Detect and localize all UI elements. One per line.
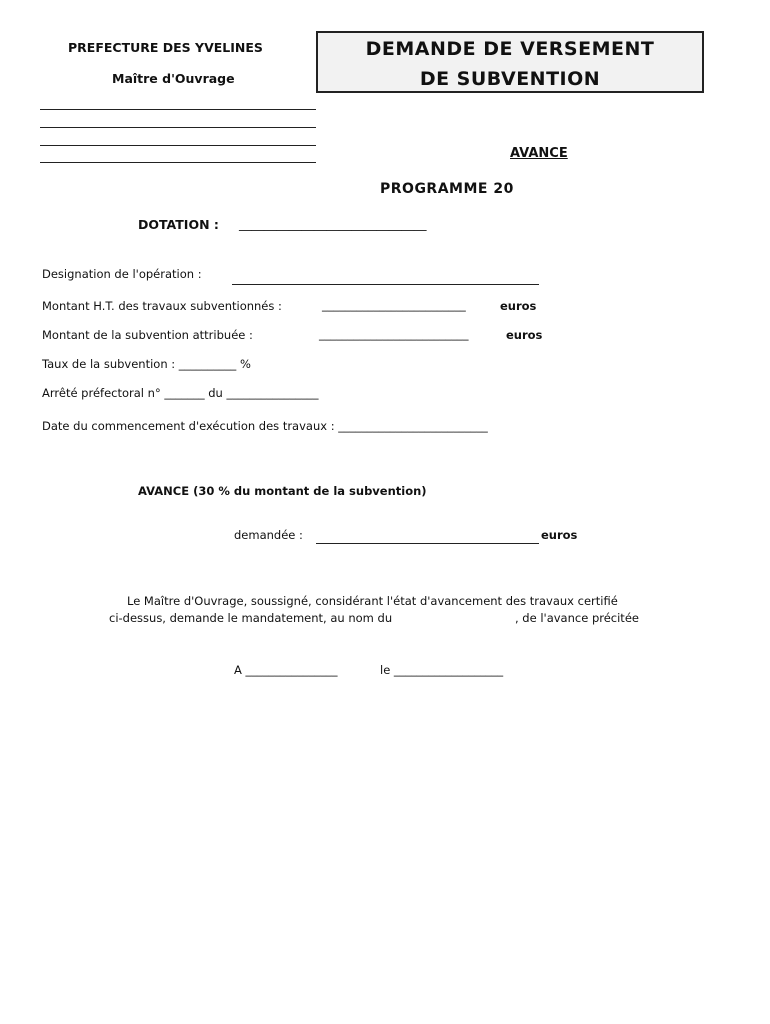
statement-line1: Le Maître d'Ouvrage, soussigné, considérant l'état d'avancement des travaux certifié (127, 594, 618, 608)
montant-ht-label: Montant H.T. des travaux subventionnés : (42, 299, 282, 313)
document-title-line2: DE SUBVENTION (419, 68, 601, 90)
montant-ht-euros: euros (500, 299, 537, 313)
montant-subvention-label: Montant de la subvention attribuée : (42, 328, 253, 342)
address-line-3 (40, 145, 316, 146)
demandee-line (316, 543, 539, 544)
taux-field: Taux de la subvention : __________ % (42, 357, 251, 371)
avance-section-title: AVANCE (30 % du montant de la subvention) (138, 484, 427, 498)
document-title-line1: DEMANDE DE VERSEMENT (365, 38, 655, 60)
address-line-1 (40, 109, 316, 110)
arrete-field: Arrêté préfectoral n° _______ du ________________ (42, 386, 319, 400)
maitre-ouvrage-label: Maître d'Ouvrage (112, 71, 235, 86)
demandee-euros: euros (541, 528, 578, 542)
dotation-blank: ______________________________ (239, 216, 427, 231)
montant-ht-blank: _________________________ (322, 298, 466, 312)
montant-subvention-euros: euros (506, 328, 543, 342)
address-line-2 (40, 127, 316, 128)
programme-label: PROGRAMME 20 (380, 181, 514, 197)
demandee-label: demandée : (234, 528, 303, 542)
avance-heading: AVANCE (510, 146, 568, 161)
designation-line (232, 284, 539, 285)
dotation-label: DOTATION : (138, 217, 219, 232)
signature-date: le ___________________ (380, 663, 504, 677)
date-commencement-field: Date du commencement d'exécution des travaux : __________________________ (42, 419, 488, 433)
address-line-4 (40, 162, 316, 163)
signature-place: A ________________ (234, 663, 338, 677)
statement-line2-end: , de l'avance précitée (515, 611, 639, 625)
statement-line2-start: ci-dessus, demande le mandatement, au nom du (109, 611, 393, 625)
prefecture-name: PREFECTURE DES YVELINES (68, 40, 263, 55)
document-title-box (316, 31, 704, 93)
montant-subvention-blank: __________________________ (319, 327, 469, 341)
designation-label: Designation de l'opération : (42, 267, 202, 281)
